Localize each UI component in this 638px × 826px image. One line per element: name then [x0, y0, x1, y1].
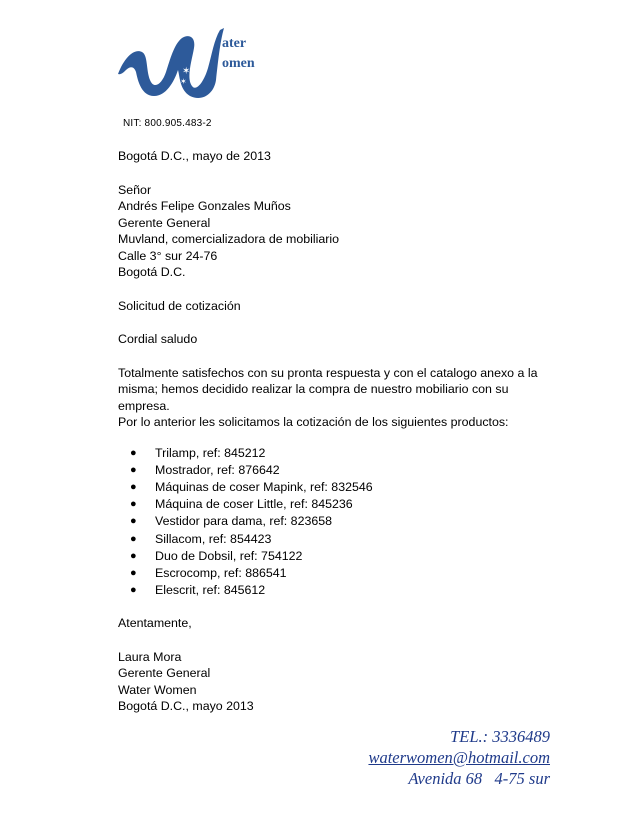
recipient-line: Andrés Felipe Gonzales Muños — [118, 199, 291, 213]
list-item: ● Vestidor para dama, ref: 823658 — [130, 513, 548, 530]
signature-line: Bogotá D.C., mayo 2013 — [118, 699, 254, 714]
contact-address: Avenida 68 4-75 sur — [408, 769, 550, 788]
body-paragraph-2: Por lo anterior les solicitamos la cotización de los siguientes productos: — [118, 415, 509, 429]
letter-greeting: Cordial saludo — [118, 332, 198, 346]
logo-word-omen: omen — [222, 56, 255, 71]
signature-line: Gerente General — [118, 666, 211, 681]
bullet-icon: ● — [130, 566, 137, 579]
bullet-icon: ● — [130, 532, 137, 545]
water-women-logo-icon — [116, 22, 226, 102]
list-item: ● Escrocomp, ref: 886541 — [130, 565, 548, 582]
list-item: ● Máquina de coser Little, ref: 845236 — [130, 496, 548, 513]
product-list — [118, 445, 548, 600]
letter-closing: Atentamente, — [118, 616, 192, 631]
bullet-icon: ● — [130, 549, 137, 562]
contact-tel: TEL.: 3336489 — [450, 727, 550, 746]
list-item: ● Duo de Dobsil, ref: 754122 — [130, 548, 548, 565]
list-item: ● Máquinas de coser Mapink, ref: 832546 — [130, 479, 548, 496]
recipient-block — [118, 182, 548, 281]
bullet-icon: ● — [130, 498, 137, 511]
bullet-icon: ● — [130, 463, 137, 476]
signature-line: Water Women — [118, 682, 197, 697]
list-item: ● Trilamp, ref: 845212 — [130, 445, 548, 462]
recipient-line: Calle 3° sur 24-76 — [118, 248, 218, 263]
bullet-icon: ● — [130, 446, 137, 459]
list-item: ● Elescrit, ref: 845612 — [130, 582, 548, 599]
letter-date: Bogotá D.C., mayo de 2013 — [118, 149, 271, 163]
letter-paragraph — [118, 365, 548, 431]
svg-text:✶: ✶ — [182, 66, 191, 77]
list-item: ● Sillacom, ref: 854423 — [130, 531, 548, 548]
logo-word-ater: ater — [222, 36, 247, 51]
svg-text:✶: ✶ — [180, 77, 187, 86]
recipient-line: Bogotá D.C. — [118, 265, 186, 279]
contact-email-link[interactable]: waterwomen@hotmail.com — [368, 748, 550, 767]
bullet-icon: ● — [130, 584, 137, 597]
list-item: ● Mostrador, ref: 876642 — [130, 462, 548, 479]
bullet-icon: ● — [130, 515, 137, 528]
body-paragraph-1: Totalmente satisfechos con su pronta respuesta y con el catalogo anexo a la misma; hemos decidido realizar la compra de nuestro mobiliario con su empresa. — [118, 365, 538, 413]
contact-footer — [368, 726, 550, 789]
bullet-icon: ● — [130, 480, 137, 493]
signature-line: Laura Mora — [118, 649, 182, 664]
signature-block — [118, 649, 548, 715]
letter-subject: Solicitud de cotización — [118, 298, 241, 313]
letter-body — [118, 148, 548, 732]
recipient-line: Gerente General — [118, 215, 211, 230]
svg-text:✶: ✶ — [190, 73, 198, 83]
recipient-line: Muvland, comercializadora de mobiliario — [118, 232, 340, 246]
recipient-line: Señor — [118, 182, 152, 197]
company-nit: NIT: 800.905.483-2 — [123, 118, 212, 129]
company-logo — [116, 22, 276, 117]
